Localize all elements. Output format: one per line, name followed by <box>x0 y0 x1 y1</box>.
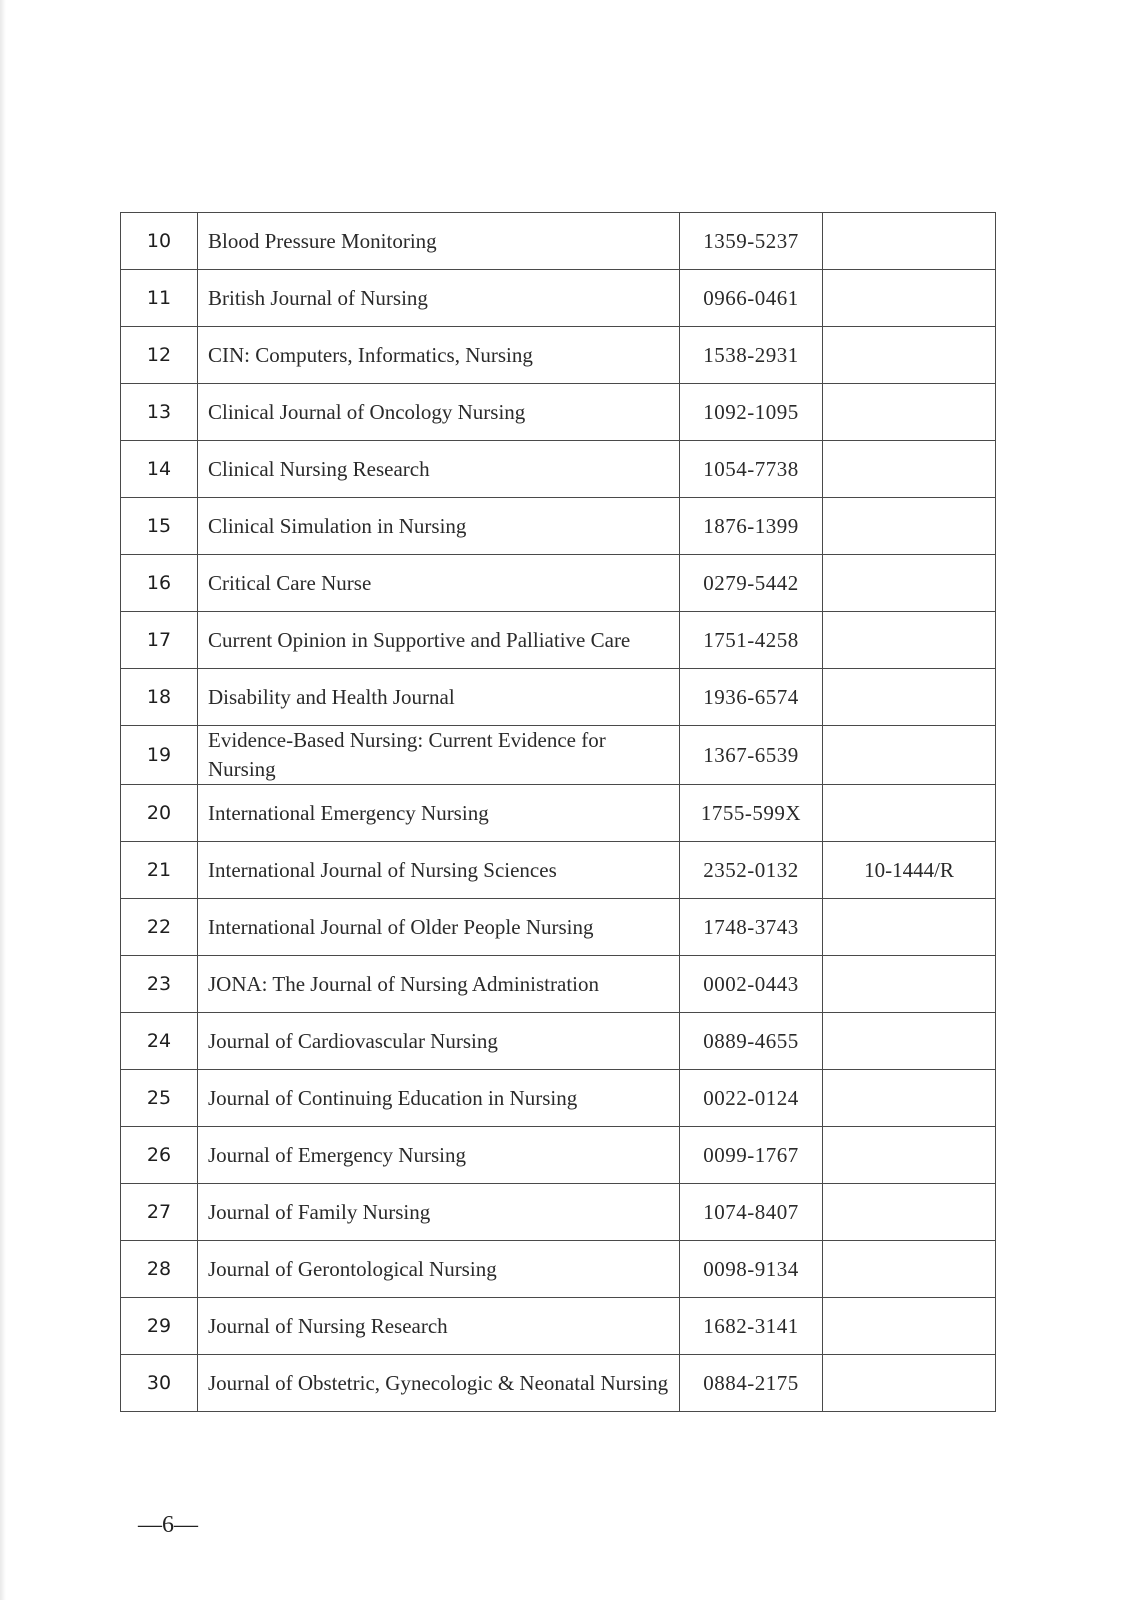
journal-list-table <box>120 212 996 1412</box>
issn-cell: 1936-6574 <box>680 669 823 726</box>
row-number-cell: 19 <box>121 726 198 785</box>
cn-number-cell <box>823 270 996 327</box>
cn-number-cell <box>823 956 996 1013</box>
row-number-cell: 29 <box>121 1298 198 1355</box>
cn-number-cell <box>823 498 996 555</box>
journal-title-cell: International Journal of Older People Nursing <box>198 899 680 956</box>
table-row <box>121 1241 996 1298</box>
table-row <box>121 441 996 498</box>
cn-number-cell <box>823 327 996 384</box>
cn-number-cell <box>823 1184 996 1241</box>
table-row <box>121 726 996 785</box>
table-row <box>121 1127 996 1184</box>
journal-title-cell: International Emergency Nursing <box>198 785 680 842</box>
row-number-cell: 13 <box>121 384 198 441</box>
row-number-cell: 24 <box>121 1013 198 1070</box>
table-row <box>121 669 996 726</box>
table-row <box>121 270 996 327</box>
row-number-cell: 16 <box>121 555 198 612</box>
issn-cell: 0279-5442 <box>680 555 823 612</box>
journal-title-cell: Journal of Gerontological Nursing <box>198 1241 680 1298</box>
journal-title-cell: Evidence-Based Nursing: Current Evidence for Nursing <box>198 726 680 785</box>
journal-title-cell: Current Opinion in Supportive and Palliative Care <box>198 612 680 669</box>
journal-title-cell: Blood Pressure Monitoring <box>198 213 680 270</box>
issn-cell: 1682-3141 <box>680 1298 823 1355</box>
journal-title-cell: British Journal of Nursing <box>198 270 680 327</box>
table-row <box>121 384 996 441</box>
row-number-cell: 27 <box>121 1184 198 1241</box>
cn-number-cell <box>823 441 996 498</box>
table-row <box>121 213 996 270</box>
journal-title-cell: Journal of Nursing Research <box>198 1298 680 1355</box>
row-number-cell: 22 <box>121 899 198 956</box>
table-row <box>121 842 996 899</box>
issn-cell: 1359-5237 <box>680 213 823 270</box>
table-row <box>121 785 996 842</box>
issn-cell: 0098-9134 <box>680 1241 823 1298</box>
row-number-cell: 30 <box>121 1355 198 1412</box>
cn-number-cell <box>823 555 996 612</box>
cn-number-cell <box>823 1241 996 1298</box>
journal-title-cell: Journal of Obstetric, Gynecologic & Neonatal Nursing <box>198 1355 680 1412</box>
issn-cell: 2352-0132 <box>680 842 823 899</box>
issn-cell: 1876-1399 <box>680 498 823 555</box>
issn-cell: 0022-0124 <box>680 1070 823 1127</box>
cn-number-cell <box>823 612 996 669</box>
cn-number-cell <box>823 1013 996 1070</box>
row-number-cell: 17 <box>121 612 198 669</box>
row-number-cell: 10 <box>121 213 198 270</box>
table-row <box>121 498 996 555</box>
cn-number-cell <box>823 1127 996 1184</box>
issn-cell: 1074-8407 <box>680 1184 823 1241</box>
journal-title-cell: JONA: The Journal of Nursing Administration <box>198 956 680 1013</box>
table-row <box>121 327 996 384</box>
cn-number-cell <box>823 785 996 842</box>
issn-cell: 1538-2931 <box>680 327 823 384</box>
table-row <box>121 1298 996 1355</box>
row-number-cell: 21 <box>121 842 198 899</box>
journal-title-cell: Critical Care Nurse <box>198 555 680 612</box>
page-number: —6— <box>138 1512 198 1538</box>
table-row <box>121 1013 996 1070</box>
issn-cell: 0889-4655 <box>680 1013 823 1070</box>
table-row <box>121 956 996 1013</box>
row-number-cell: 28 <box>121 1241 198 1298</box>
row-number-cell: 23 <box>121 956 198 1013</box>
issn-cell: 1054-7738 <box>680 441 823 498</box>
journal-title-cell: Journal of Cardiovascular Nursing <box>198 1013 680 1070</box>
table-row <box>121 1070 996 1127</box>
issn-cell: 1755-599X <box>680 785 823 842</box>
row-number-cell: 12 <box>121 327 198 384</box>
journal-title-cell: International Journal of Nursing Sciences <box>198 842 680 899</box>
journal-title-cell: Journal of Continuing Education in Nursing <box>198 1070 680 1127</box>
journal-title-cell: Journal of Family Nursing <box>198 1184 680 1241</box>
row-number-cell: 11 <box>121 270 198 327</box>
issn-cell: 1367-6539 <box>680 726 823 785</box>
issn-cell: 0884-2175 <box>680 1355 823 1412</box>
cn-number-cell <box>823 1070 996 1127</box>
journal-title-cell: Disability and Health Journal <box>198 669 680 726</box>
row-number-cell: 15 <box>121 498 198 555</box>
issn-cell: 1748-3743 <box>680 899 823 956</box>
table-row <box>121 555 996 612</box>
row-number-cell: 18 <box>121 669 198 726</box>
row-number-cell: 14 <box>121 441 198 498</box>
cn-number-cell <box>823 1298 996 1355</box>
issn-cell: 1751-4258 <box>680 612 823 669</box>
issn-cell: 0099-1767 <box>680 1127 823 1184</box>
journal-table-body <box>121 213 996 1412</box>
journal-title-cell: Journal of Emergency Nursing <box>198 1127 680 1184</box>
table-row <box>121 1355 996 1412</box>
table-row <box>121 1184 996 1241</box>
issn-cell: 1092-1095 <box>680 384 823 441</box>
journal-title-cell: Clinical Journal of Oncology Nursing <box>198 384 680 441</box>
cn-number-cell <box>823 1355 996 1412</box>
cn-number-cell <box>823 899 996 956</box>
cn-number-cell <box>823 213 996 270</box>
row-number-cell: 20 <box>121 785 198 842</box>
journal-title-cell: CIN: Computers, Informatics, Nursing <box>198 327 680 384</box>
cn-number-cell <box>823 669 996 726</box>
journal-title-cell: Clinical Simulation in Nursing <box>198 498 680 555</box>
journal-title-cell: Clinical Nursing Research <box>198 441 680 498</box>
row-number-cell: 26 <box>121 1127 198 1184</box>
cn-number-cell <box>823 726 996 785</box>
cn-number-cell: 10-1444/R <box>823 842 996 899</box>
scan-edge-shadow <box>0 0 6 1600</box>
issn-cell: 0002-0443 <box>680 956 823 1013</box>
table-row <box>121 899 996 956</box>
row-number-cell: 25 <box>121 1070 198 1127</box>
cn-number-cell <box>823 384 996 441</box>
issn-cell: 0966-0461 <box>680 270 823 327</box>
table-row <box>121 612 996 669</box>
